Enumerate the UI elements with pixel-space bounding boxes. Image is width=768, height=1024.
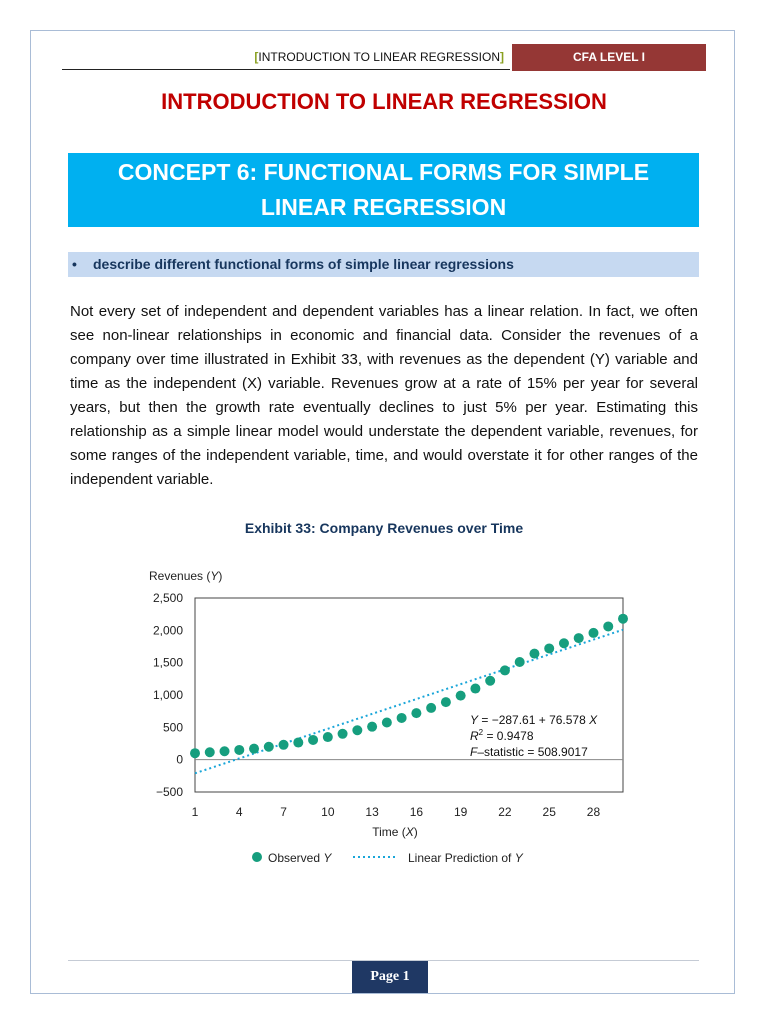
header-bracket-open: [ [254, 50, 259, 64]
observed-point [411, 708, 421, 718]
concept-banner [68, 153, 699, 227]
plot-frame [195, 598, 623, 792]
y-tick-label: 2,500 [152, 591, 183, 605]
observed-point [426, 703, 436, 713]
x-tick-label: 13 [365, 805, 379, 819]
observed-point [544, 643, 554, 653]
bullet-icon: • [72, 256, 77, 272]
observed-point [456, 691, 466, 701]
y-axis-label: Revenues (Y) [149, 569, 223, 583]
revenue-chart [140, 560, 640, 880]
observed-point [500, 665, 510, 675]
x-tick-label: 22 [498, 805, 512, 819]
x-tick-label: 28 [586, 805, 601, 819]
objective-text: describe different functional forms of simple linear regressions [93, 256, 514, 272]
observed-point [220, 746, 230, 756]
header-level-badge: CFA LEVEL I [512, 44, 706, 71]
x-tick-label: 7 [280, 805, 287, 819]
observed-point [470, 684, 480, 694]
observed-point [603, 621, 613, 631]
y-tick-label: 0 [176, 752, 183, 767]
x-tick-label: 10 [321, 805, 335, 819]
observed-point [515, 657, 525, 667]
x-axis-label: Time (X) [372, 825, 418, 839]
y-axis-ticks [153, 591, 183, 799]
legend-observed-marker [252, 852, 262, 862]
y-tick-label: 500 [162, 720, 183, 735]
regression-equation: Y = −287.61 + 76.578 X [470, 713, 598, 727]
y-tick-label: 1,000 [152, 688, 183, 702]
observed-point [441, 697, 451, 707]
observed-point [352, 725, 362, 735]
y-tick-label: −500 [155, 785, 183, 799]
observed-point [323, 732, 333, 742]
observed-point [397, 713, 407, 723]
observed-point [559, 638, 569, 648]
y-tick-label: 1,500 [152, 655, 183, 670]
concept-title-line-2: LINEAR REGRESSION [260, 194, 507, 220]
legend-observed-label: Observed Y [268, 851, 332, 865]
observed-point [308, 735, 318, 745]
observed-points [190, 614, 628, 759]
observed-point [618, 614, 628, 624]
observed-point [382, 717, 392, 727]
observed-point [234, 745, 244, 755]
learning-objective [68, 252, 699, 277]
observed-point [279, 740, 289, 750]
x-axis-ticks [192, 805, 601, 819]
header-bracket-close: ] [500, 50, 504, 64]
x-tick-label: 4 [235, 805, 243, 819]
observed-point [529, 649, 539, 659]
observed-point [190, 748, 200, 758]
observed-point [293, 738, 303, 748]
page-number: Page 1 [352, 961, 428, 993]
running-header [62, 48, 510, 70]
observed-point [485, 676, 495, 686]
x-tick-label: 19 [453, 805, 468, 819]
observed-point [588, 628, 598, 638]
concept-title-line-1: CONCEPT 6: FUNCTIONAL FORMS FOR SIMPLE [117, 159, 650, 185]
r-squared: $R^2 = 0.9478$ [470, 728, 534, 743]
x-tick-label: 25 [542, 805, 556, 819]
y-tick-label: 2,000 [152, 623, 183, 638]
document-title: INTRODUCTION TO LINEAR REGRESSION [161, 89, 607, 114]
regression-annotation [470, 713, 598, 759]
exhibit-title: Exhibit 33: Company Revenues over Time [244, 520, 524, 536]
x-tick-label: 16 [409, 805, 424, 819]
observed-point [205, 747, 215, 757]
observed-point [574, 633, 584, 643]
legend-prediction-label: Linear Prediction of Y [408, 851, 523, 865]
f-statistic: F–statistic = 508.9017 [470, 745, 588, 759]
observed-point [249, 744, 259, 754]
chart-legend [252, 851, 524, 865]
x-tick-label: 1 [191, 805, 199, 819]
observed-point [367, 722, 377, 732]
observed-point [264, 742, 274, 752]
observed-point [338, 729, 348, 739]
body-paragraph: Not every set of independent and dependent variables has a linear relation. In fact, we often see non-linear relationships in economic and financial data. Consider the revenues of a company over time illustrated in Exhibit 33, with revenues as the dependent (Y) variable and time as the independent (X) variable. Revenues grow at a rate of 15% per year for several years, but then the growth rate eventually declines to just 5% per year. Estimating this relationship as a simple linear model would understate the dependent variable, revenues, for some ranges of the independent variable, time, and would overstate it for other ranges of the independent variable. [70, 303, 698, 488]
header-chapter-title: INTRODUCTION TO LINEAR REGRESSION [258, 50, 500, 64]
